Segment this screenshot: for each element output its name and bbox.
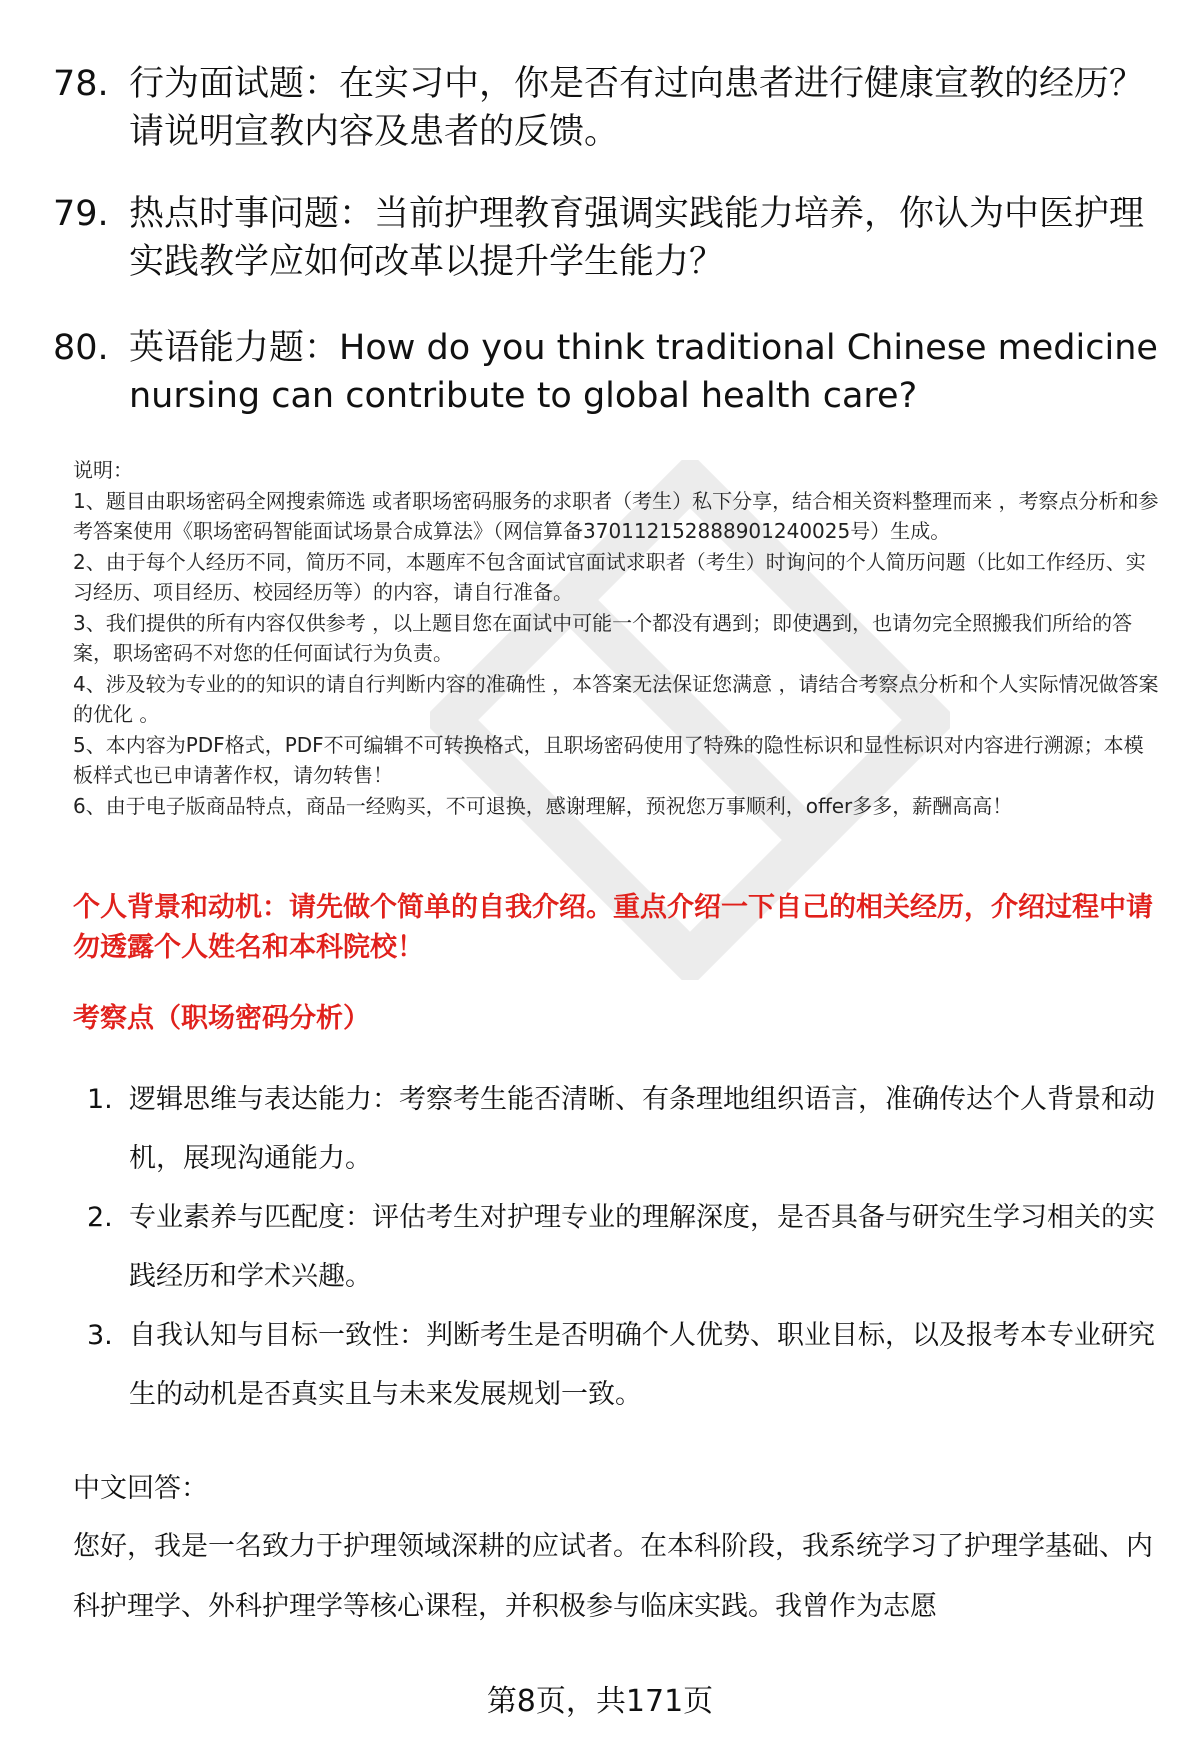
answer-text: 您好，我是一名致力于护理领域深耕的应试者。在本科阶段，我系统学习了护理学基础、内科护理学、外科护理学等核心课程，并积极参与临床实践。我曾作为志愿 bbox=[73, 1531, 1153, 1622]
list-number: 3. bbox=[87, 1320, 113, 1351]
answer-label: 中文回答： bbox=[73, 1473, 208, 1504]
question-number: 78. bbox=[53, 64, 109, 104]
question-text: 行为面试题：在实习中，你是否有过向患者进行健康宣教的经历？请说明宣教内容及患者的反馈。 bbox=[129, 64, 1145, 152]
analysis-list bbox=[87, 1070, 1162, 1424]
question-80 bbox=[53, 324, 1163, 420]
list-number: 2. bbox=[87, 1202, 113, 1233]
page-footer: 第8页，共171页 bbox=[486, 1684, 714, 1719]
note-item: 3、我们提供的所有内容仅供参考 ，以上题目您在面试中可能一个都没有遇到；即使遇到，也请勿完全照搬我们所给的答案，职场密码不对您的任何面试行为负责。 bbox=[73, 610, 1133, 665]
note-item: 1、题目由职场密码全网搜索筛选 或者职场密码服务的求职者（考生）私下分享，结合相关资料整理而来 ，考察点分析和参考答案使用《职场密码智能面试场景合成算法》（网信算备370112152888901240025号）生成。 bbox=[73, 488, 1159, 543]
question-text: 热点时事问题：当前护理教育强调实践能力培养，你认为中医护理实践教学应如何改革以提升学生能力？ bbox=[129, 194, 1145, 282]
analysis-title: 考察点（职场密码分析） bbox=[73, 1003, 370, 1034]
list-text: 自我认知与目标一致性：判断考生是否明确个人优势、职业目标，以及报考本专业研究生的动机是否真实且与未来发展规划一致。 bbox=[129, 1320, 1155, 1410]
list-number: 1. bbox=[87, 1084, 113, 1115]
question-text: 英语能力题：How do you think traditional Chinese medicine nursing can contribute to global health care? bbox=[129, 328, 1158, 416]
notes-section bbox=[73, 455, 1163, 821]
note-item: 6、由于电子版商品特点，商品一经购买，不可退换，感谢理解，预祝您万事顺利，offer多多，薪酬高高！ bbox=[73, 793, 1013, 818]
section-title: 个人背景和动机：请先做个简单的自我介绍。重点介绍一下自己的相关经历，介绍过程中请勿透露个人姓名和本科院校！ bbox=[73, 892, 1153, 963]
question-79 bbox=[53, 190, 1163, 286]
list-text: 专业素养与匹配度：评估考生对护理专业的理解深度，是否具备与研究生学习相关的实践经历和学术兴趣。 bbox=[129, 1202, 1155, 1292]
list-item bbox=[87, 1188, 1162, 1306]
note-item: 4、涉及较为专业的的知识的请自行判断内容的准确性 ，本答案无法保证您满意 ，请结合考察点分析和个人实际情况做答案的优化 。 bbox=[73, 671, 1159, 726]
list-text: 逻辑思维与表达能力：考察考生能否清晰、有条理地组织语言，准确传达个人背景和动机，展现沟通能力。 bbox=[129, 1084, 1155, 1174]
note-item: 2、由于每个人经历不同，简历不同，本题库不包含面试官面试求职者（考生）时询问的个人简历问题（比如工作经历、实习经历、项目经历、校园经历等）的内容，请自行准备。 bbox=[73, 549, 1146, 604]
notes-title: 说明： bbox=[73, 458, 133, 482]
list-item bbox=[87, 1306, 1162, 1424]
question-number: 79. bbox=[53, 194, 109, 234]
list-item bbox=[87, 1070, 1162, 1188]
question-78 bbox=[53, 60, 1163, 156]
note-item: 5、本内容为PDF格式，PDF不可编辑不可转换格式，且职场密码使用了特殊的隐性标识和显性标识对内容进行溯源；本模板样式也已申请著作权，请勿转售！ bbox=[73, 732, 1144, 787]
question-number: 80. bbox=[53, 328, 109, 368]
